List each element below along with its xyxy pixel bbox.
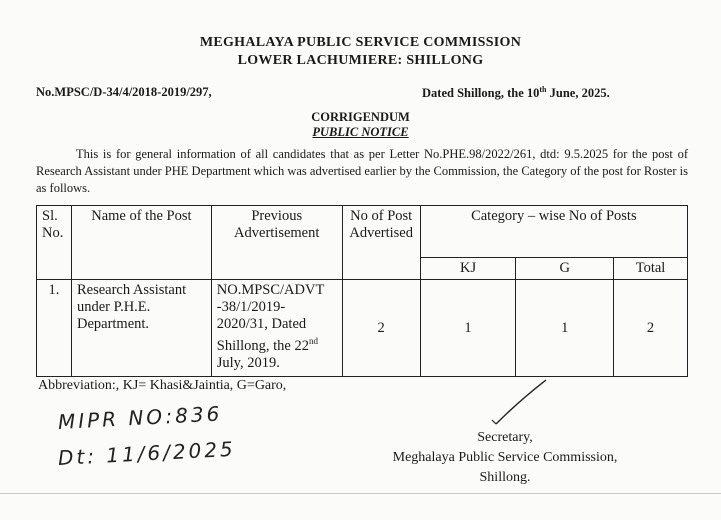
cell-no-of-post: 2: [342, 280, 420, 377]
header-post-name: Name of the Post: [71, 206, 211, 280]
cell-sl: 1.: [37, 280, 72, 377]
cell-previous-advertisement: NO.MPSC/ADVT -38/1/2019- 2020/31, Dated Shillong, the 22nd July, 2019.: [211, 280, 342, 377]
notice-body: This is for general information of all candidates that as per Letter No.PHE.98/2022/261, dtd: 9.5.2025 for the post of Research Assistant under PHE Department which was advertised earlier by the Commission, the Category of the post for Roster is as follows.: [36, 147, 688, 195]
header-sl-no: Sl. No.: [37, 206, 72, 280]
cell-kj: 1: [420, 280, 516, 377]
handwritten-mipr-number: MIPR NO:836: [57, 401, 223, 434]
cell-total: 2: [614, 280, 688, 377]
organization-name: MEGHALAYA PUBLIC SERVICE COMMISSION: [199, 35, 522, 50]
cell-post-name: Research Assistant under P.H.E. Department.: [71, 280, 211, 377]
notice-subtitle: PUBLIC NOTICE: [312, 125, 409, 139]
posts-table: [36, 205, 688, 377]
header-kj: KJ: [420, 258, 516, 280]
signature-organization: Meghalaya Public Service Commission,: [392, 450, 618, 465]
handwritten-date: Dt: 11/6/2025: [57, 436, 237, 470]
header-g: G: [516, 258, 614, 280]
cell-g: 1: [516, 280, 614, 377]
header-previous-advertisement: Previous Advertisement: [211, 206, 342, 280]
page-divider: [0, 493, 721, 494]
signature-title: Secretary,: [477, 430, 533, 445]
table-row: [37, 280, 688, 377]
notice-title: CORRIGENDUM: [311, 110, 410, 124]
table-header-row: [37, 206, 688, 258]
reference-number: No.MPSC/D-34/4/2018-2019/297,: [36, 85, 212, 99]
header-category: Category – wise No of Posts: [420, 206, 687, 258]
organization-address: LOWER LACHUMIERE: SHILLONG: [237, 53, 484, 68]
header-total: Total: [614, 258, 688, 280]
abbreviation-note: Abbreviation:, KJ= Khasi&Jaintia, G=Garo,: [38, 378, 287, 393]
reference-date: Dated Shillong, the 10th June, 2025.: [422, 85, 610, 101]
header-no-of-post: No of Post Advertised: [342, 206, 420, 280]
signature-place: Shillong.: [479, 470, 531, 485]
signature-stroke: [490, 378, 550, 428]
